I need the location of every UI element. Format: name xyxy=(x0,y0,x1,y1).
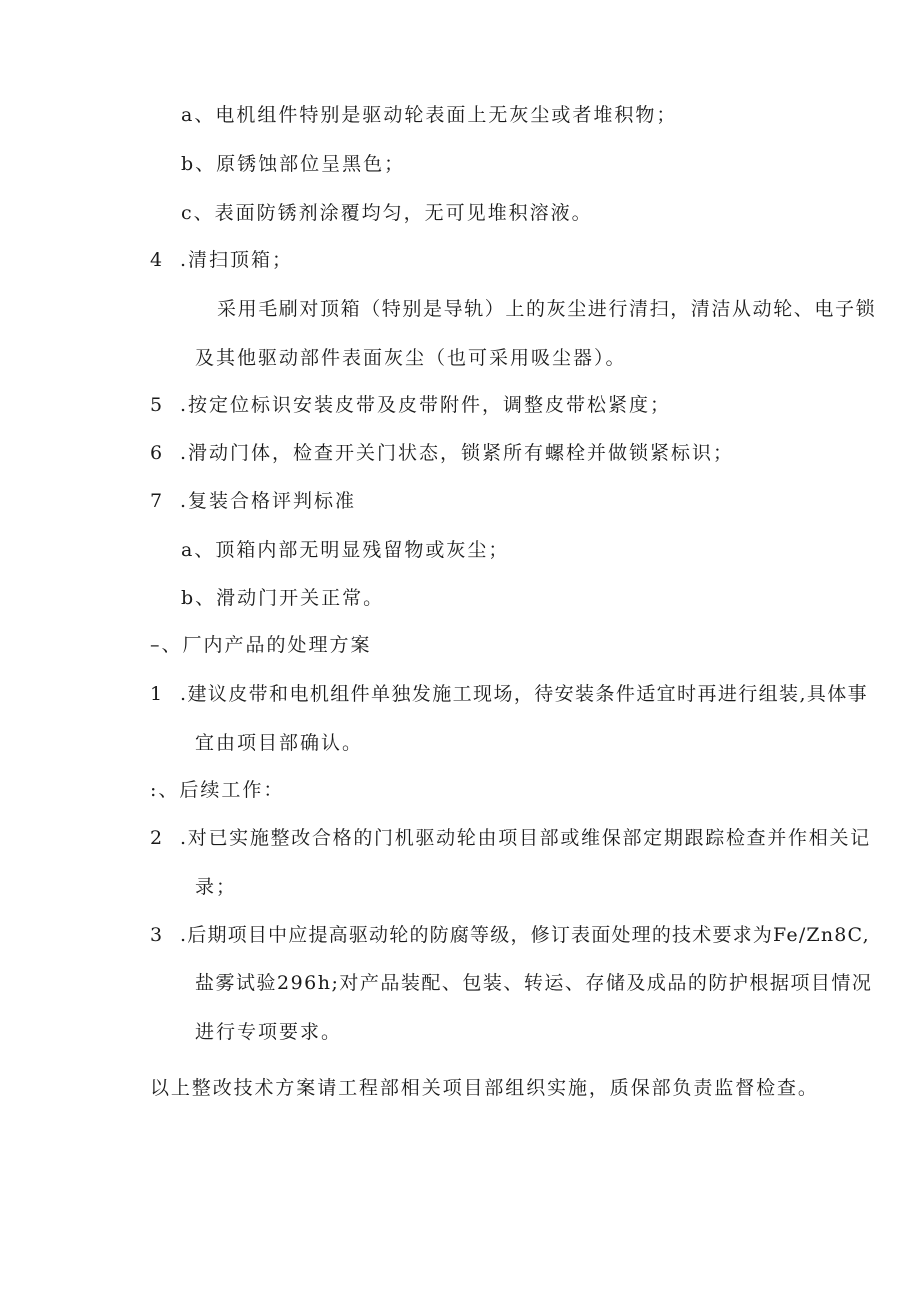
step-7 xyxy=(150,492,356,511)
step-4-detail-line-1: 采用毛刷对顶箱（特别是导轨）上的灰尘进行清扫，清洁从动轮、电子锁 xyxy=(217,298,877,320)
step-6-text: .滑动门体，检查开关门状态，锁紧所有螺栓并做锁紧标识； xyxy=(180,442,735,464)
step-5-text: .按定位标识安装皮带及皮带附件，调整皮带松紧度； xyxy=(180,394,672,416)
follow-up-step-2-text: .对已实施整改合格的门机驱动轮由项目部或维保部定期跟踪检查并作相关记 xyxy=(180,827,871,849)
criteria-item-a: a、顶箱内部无明显残留物或灰尘； xyxy=(181,539,510,561)
step-5-number: 5 xyxy=(150,394,165,416)
step-7-number: 7 xyxy=(150,490,165,512)
step-4-detail-line-2: 及其他驱动部件表面灰尘（也可采用吸尘器）。 xyxy=(195,347,627,369)
step-6 xyxy=(150,444,734,463)
step-6-number: 6 xyxy=(150,442,165,464)
step-5 xyxy=(150,396,671,415)
follow-up-step-3-number: 3 xyxy=(150,924,164,946)
check-item-c: c、表面防锈剂涂覆均匀，无可见堆积溶液。 xyxy=(181,202,593,224)
follow-up-step-2 xyxy=(150,829,871,848)
follow-up-step-3-line-2: 盐雾试验296h;对产品装配、包装、转运、存储及成品的防护根据项目情况 xyxy=(195,972,873,994)
factory-step-1 xyxy=(150,685,868,704)
criteria-item-b: b、滑动门开关正常。 xyxy=(181,587,385,609)
section-heading-factory-products: –、厂内产品的处理方案 xyxy=(150,634,372,656)
follow-up-step-3 xyxy=(150,926,870,945)
step-4-number: 4 xyxy=(150,249,165,271)
step-4 xyxy=(150,251,293,270)
follow-up-step-2-number: 2 xyxy=(150,827,164,849)
factory-step-1-number: 1 xyxy=(150,683,164,705)
follow-up-step-3-text: .后期项目中应提高驱动轮的防腐等级，修订表面处理的技术要求为Fe/Zn8C, xyxy=(180,924,870,946)
follow-up-step-2-continuation: 录； xyxy=(195,876,238,898)
check-item-b: b、原锈蚀部位呈黑色； xyxy=(181,153,406,175)
step-4-text: .清扫顶箱； xyxy=(180,249,294,271)
factory-step-1-text: .建议皮带和电机组件单独发施工现场，待安装条件适宜时再进行组装,具体事 xyxy=(180,683,869,705)
factory-step-1-continuation: 宜由项目部确认。 xyxy=(195,732,364,754)
check-item-a: a、电机组件特别是驱动轮表面上无灰尘或者堆积物； xyxy=(181,104,678,126)
section-heading-follow-up: :、后续工作： xyxy=(150,779,285,801)
closing-statement: 以上整改技术方案请工程部相关项目部组织实施，质保部负责监督检查。 xyxy=(150,1077,819,1099)
follow-up-step-3-line-3: 进行专项要求。 xyxy=(195,1021,343,1043)
step-7-text: .复装合格评判标准 xyxy=(180,490,357,512)
